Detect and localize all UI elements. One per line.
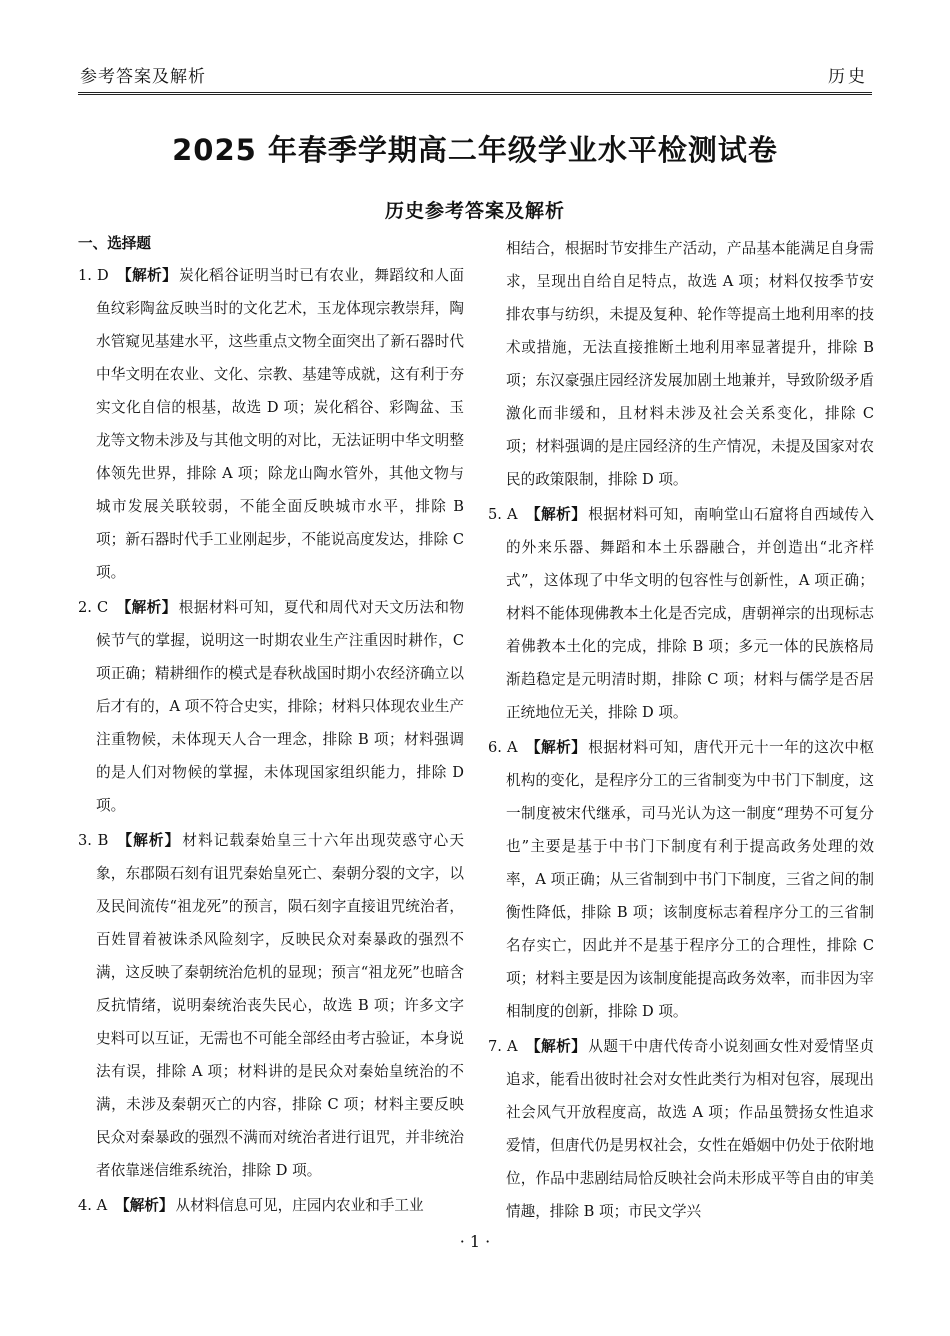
answer-text: 炭化稻谷证明当时已有农业，舞蹈纹和人面鱼纹彩陶盆反映当时的文化艺术，玉龙体现宗教崇拜，陶水管窥见基建水平，这些重点文物全面突出了新石器时代中华文明在农业、文化、宗教、基建等成就，这有利于夯实文化自信的根基，故选 D 项；炭化稻谷、彩陶盆、玉龙等文物未涉及与其他文明的对比，无法证明中华文明整体领先世界，排除 A 项；除龙山陶水管外，其他文物与城市发展关联较弱，不能全面反映城市水平，排除 B 项；新石器时代手工业刚起步，不能说高度发达，排除 C 项。 bbox=[96, 267, 464, 581]
answer-text: 相结合，根据时节安排生产活动，产品基本能满足自身需求，呈现出自给自足特点，故选 A 项；材料仅按季节安排农事与纺织，未提及复种、轮作等提高土地利用率的技术或措施，无法直接推断土地利用率显著提升，排除 B 项；东汉豪强庄园经济发展加剧土地兼并，导致阶级矛盾激化而非缓和，且材料未涉及社会关系变化，排除 C 项；材料强调的是庄园经济的生产情况，未提及国家对农民的政策限制，排除 D 项。 bbox=[506, 240, 874, 488]
header-subject-label: 历史 bbox=[828, 67, 868, 87]
answer-item-1 bbox=[78, 259, 464, 589]
section-heading: 一、选择题 bbox=[78, 235, 151, 252]
analysis-tag: 【解析】 bbox=[116, 267, 178, 284]
answer-number: 3. B bbox=[78, 832, 109, 849]
answer-number: 4. A bbox=[78, 1197, 108, 1214]
answer-item-5 bbox=[488, 498, 874, 729]
answer-item-7 bbox=[488, 1030, 874, 1228]
document-subtitle: 历史参考答案及解析 bbox=[384, 200, 565, 222]
analysis-tag: 【解析】 bbox=[525, 506, 587, 523]
answer-number: 7. A bbox=[488, 1038, 518, 1055]
analysis-tag: 【解析】 bbox=[115, 1197, 174, 1214]
answer-text: 根据材料可知，南响堂山石窟将自西域传入的外来乐器、舞蹈和本土乐器融合，并创造出“北齐样式”，这体现了中华文明的包容性与创新性，A 项正确；材料不能体现佛教本土化是否完成，唐朝禅宗的出现标志着佛教本土化的完成，排除 B 项；多元一体的民族格局渐趋稳定是元明清时期，排除 C 项；材料与儒学是否居正统地位无关，排除 D 项。 bbox=[506, 506, 874, 721]
answer-number: 6. A bbox=[488, 739, 518, 756]
answer-item-6 bbox=[488, 731, 874, 1028]
answer-number: 1. D bbox=[78, 267, 109, 284]
analysis-tag: 【解析】 bbox=[116, 599, 177, 616]
answer-text: 材料记载秦始皇三十六年出现荧惑守心天象，东郡陨石刻有诅咒秦始皇死亡、秦朝分裂的文字，以及民间流传“祖龙死”的预言，陨石刻字直接诅咒统治者，百姓冒着被诛杀风险刻字，反映民众对秦暴政的强烈不满，这反映了秦朝统治危机的显现；预言“祖龙死”也暗含反抗情绪，说明秦统治丧失民心，故选 B 项；许多文字史料可以互证，无需也不可能全部经由考古验证，本身说法有误，排除 A 项；材料讲的是民众对秦始皇统治的不满，未涉及秦朝灭亡的内容，排除 C 项；材料主要反映民众对秦暴政的强烈不满而对统治者进行诅咒，并非统治者依靠迷信维系统治，排除 D 项。 bbox=[96, 832, 464, 1179]
header-left-label: 参考答案及解析 bbox=[80, 67, 206, 87]
answer-item-3 bbox=[78, 824, 464, 1187]
analysis-tag: 【解析】 bbox=[116, 832, 181, 849]
analysis-tag: 【解析】 bbox=[525, 1038, 587, 1055]
page-number: · 1 · bbox=[459, 1232, 491, 1251]
answer-item-2 bbox=[78, 591, 464, 822]
left-column bbox=[78, 232, 464, 1222]
answer-item-4 bbox=[78, 1189, 464, 1222]
right-column bbox=[488, 232, 874, 1228]
answer-item-4-continued bbox=[488, 232, 874, 496]
answer-text: 根据材料可知，唐代开元十一年的这次中枢机构的变化，是程序分工的三省制变为中书门下制度，这一制度被宋代继承，司马光认为这一制度“理势不可复分也”主要是基于中书门下制度有利于提高政务处理的效率，A 项正确；从三省制到中书门下制度，三省之间的制衡性降低，排除 B 项；该制度标志着程序分工的三省制名存实亡，因此并不是基于程序分工的合理性，排除 C 项；材料主要是因为该制度能提高政务效率，而非因为宰相制度的创新，排除 D 项。 bbox=[506, 739, 874, 1020]
document-title: 2025 年春季学期高二年级学业水平检测试卷 bbox=[172, 133, 778, 167]
page-header bbox=[78, 58, 872, 95]
answer-number: 5. A bbox=[488, 506, 518, 523]
answer-text: 根据材料可知，夏代和周代对天文历法和物候节气的掌握，说明这一时期农业生产注重因时耕作，C 项正确；精耕细作的模式是春秋战国时期小农经济确立以后才有的，A 项不符合史实，排除；材料只体现农业生产注重物候，未体现天人合一理念，排除 B 项；材料强调的是人们对物候的掌握，未体现国家组织能力，排除 D 项。 bbox=[96, 599, 464, 814]
answer-text: 从题干中唐代传奇小说刻画女性对爱情坚贞追求，能看出彼时社会对女性此类行为相对包容，展现出社会风气开放程度高，故选 A 项；作品虽赞扬女性追求爱情，但唐代仍是男权社会，女性在婚姻中仍处于依附地位，作品中悲剧结局恰反映社会尚未形成平等自由的审美情趣，排除 B 项；市民文学兴 bbox=[506, 1038, 874, 1220]
answer-number: 2. C bbox=[78, 599, 109, 616]
analysis-tag: 【解析】 bbox=[525, 739, 587, 756]
answer-text: 从材料信息可见，庄园内农业和手工业 bbox=[175, 1197, 424, 1214]
